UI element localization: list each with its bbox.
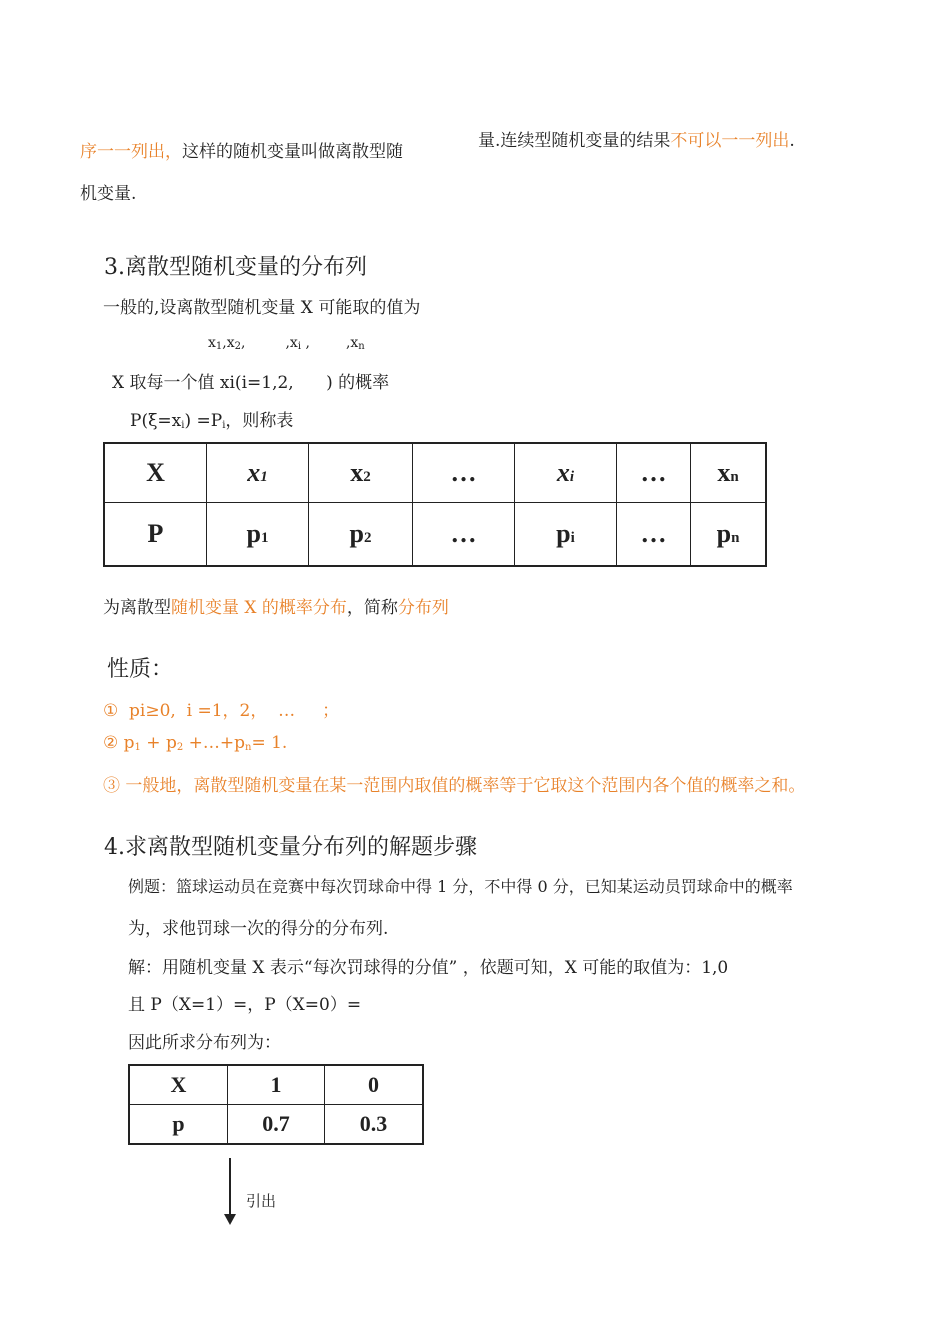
down-arrow-line <box>229 1158 231 1216</box>
cell-p-3-main: … <box>450 519 477 548</box>
ex-cell-p-1: 0.7 <box>228 1105 325 1145</box>
after-table-a: 为离散型 <box>103 598 171 618</box>
example-row-p <box>129 1105 423 1145</box>
property-2-d: = 1. <box>251 733 288 753</box>
values-x1: x <box>208 335 216 351</box>
cell-p-3 <box>413 503 515 567</box>
cell-p-2 <box>309 503 413 567</box>
top-line-2: 机变量. <box>80 184 137 204</box>
cell-x-2 <box>309 443 413 503</box>
values-xn-sub: n <box>358 341 365 352</box>
cell-p-0 <box>104 503 207 567</box>
values-line <box>208 335 365 352</box>
cell-x-2-sub: 2 <box>363 469 371 485</box>
arrow-label: 引出 <box>246 1192 277 1210</box>
after-table-d: 分布列 <box>397 598 449 618</box>
cell-p-4-sub: i <box>570 530 575 546</box>
cell-x-4 <box>515 443 617 503</box>
cell-p-4 <box>515 503 617 567</box>
top-line-1-orange: 序一一列出， <box>80 142 182 162</box>
cell-x-6 <box>691 443 767 503</box>
after-table-b: 随机变量 X 的概率分布 <box>171 598 347 618</box>
property-2-c: +…+p <box>183 733 245 753</box>
cell-x-0 <box>104 443 207 503</box>
cell-p-5 <box>617 503 691 567</box>
ex-cell-x-1: 1 <box>228 1065 325 1105</box>
probabilities-line: 且 P（X=1）=，P（X=0）= <box>128 995 362 1015</box>
cell-x-3-main: … <box>450 458 477 487</box>
cell-x-4-main: x <box>556 458 570 487</box>
values-sep1: ,x <box>222 335 235 351</box>
example-line-2: 为，求他罚球一次的得分的分布列. <box>128 919 389 939</box>
cell-p-0-main: P <box>147 519 164 548</box>
p-line-b: ) =P <box>184 411 223 431</box>
cell-p-5-main: … <box>640 519 667 548</box>
property-2-b: + p <box>140 733 177 753</box>
ex-cell-x-2: 0 <box>325 1065 424 1105</box>
after-table-c: ，简称 <box>346 598 398 618</box>
section-3-intro: 一般的,设离散型随机变量 X 可能取的值为 <box>103 298 421 318</box>
table-row-x <box>104 443 766 503</box>
after-table-line <box>103 593 449 618</box>
values-xi-sub: i <box>297 341 302 352</box>
properties-heading: 性质： <box>107 657 174 682</box>
cell-x-4-sub: i <box>569 469 575 485</box>
top-right-line <box>478 126 795 151</box>
top-line-1 <box>80 137 403 162</box>
cell-x-1-sub: 1 <box>260 469 268 485</box>
p-line-a-sub: i <box>181 420 185 431</box>
values-sep4: , <box>301 335 310 351</box>
values-sep3: ,x <box>285 335 298 351</box>
top-right-end: . <box>789 131 795 151</box>
cell-x-6-main: x <box>717 458 731 487</box>
therefore-line: 因此所求分布列为： <box>128 1033 281 1053</box>
values-sep2: , <box>241 335 246 351</box>
example-table <box>128 1064 424 1145</box>
cell-x-3 <box>413 443 515 503</box>
property-1: ① pi≥0, i =1，2， … ； <box>103 701 340 721</box>
cell-p-6-sub: n <box>731 530 740 546</box>
values-x2-sub: 2 <box>234 341 242 352</box>
cell-p-6-main: p <box>716 519 732 548</box>
p-line-a: P(ξ=x <box>130 411 182 431</box>
property-2 <box>103 733 287 753</box>
top-right-black: 量.连续型随机变量的结果 <box>478 131 671 151</box>
p-line-c: ，则称表 <box>225 411 294 431</box>
property-3: ③ 一般地，离散型随机变量在某一范围内取值的概率等于它取这个范围内各个值的概率之和。 <box>103 776 806 796</box>
cell-x-2-main: x <box>350 458 364 487</box>
p-line <box>130 406 293 431</box>
cell-x-5-main: … <box>640 458 667 487</box>
cell-x-0-main: X <box>146 458 165 487</box>
ex-cell-p-0: p <box>129 1105 228 1145</box>
ex-cell-x-0: X <box>129 1065 228 1105</box>
table-row-p <box>104 503 766 567</box>
cell-p-1 <box>207 503 309 567</box>
top-right-orange: 不可以一一列出 <box>670 131 790 151</box>
down-arrow-icon <box>224 1214 236 1225</box>
section-4-heading: 4.求离散型随机变量分布列的解题步骤 <box>104 835 477 860</box>
example-row-x <box>129 1065 423 1105</box>
probability-line: X 取每一个值 xi(i=1,2, ) 的概率 <box>112 373 390 393</box>
solution-line: 解：用随机变量 X 表示“每次罚球得的分值” ，依题可知，X 可能的取值为：1,0 <box>128 958 729 978</box>
property-2-c-sub: n <box>245 742 252 753</box>
distribution-table <box>103 442 767 567</box>
section-3-heading: 3.离散型随机变量的分布列 <box>104 255 367 280</box>
example-line-1: 例题：篮球运动员在竞赛中每次罚球命中得 1 分，不中得 0 分，已知某运动员罚球命中的概率 <box>128 877 793 896</box>
cell-x-1 <box>207 443 309 503</box>
property-2-a-sub: 1 <box>134 742 141 753</box>
top-line-1-black: 这样的随机变量叫做离散型随 <box>182 142 403 162</box>
ex-cell-p-2: 0.3 <box>325 1105 424 1145</box>
p-line-b-sub: i <box>222 420 226 431</box>
cell-p-4-main: p <box>556 519 571 548</box>
cell-x-1-main: x <box>247 458 261 487</box>
cell-p-6 <box>691 503 767 567</box>
cell-x-5 <box>617 443 691 503</box>
cell-p-1-sub: 1 <box>260 530 269 546</box>
cell-p-1-main: p <box>246 519 261 548</box>
property-2-a: ② p <box>103 733 135 753</box>
values-sep5: ,x <box>345 335 359 351</box>
cell-x-6-sub: n <box>730 469 739 485</box>
cell-p-2-sub: 2 <box>363 530 372 546</box>
cell-p-2-main: p <box>349 519 364 548</box>
property-2-b-sub: 2 <box>176 742 184 753</box>
values-x1-sub: 1 <box>215 341 223 352</box>
